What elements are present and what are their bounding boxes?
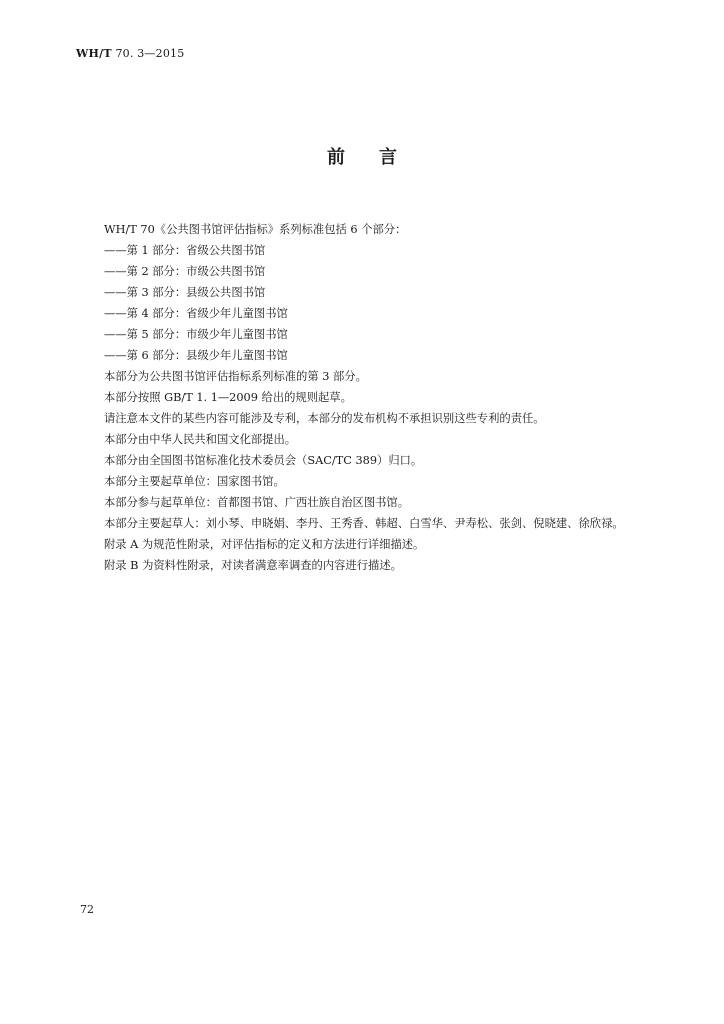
document-code-prefix: WH/T: [76, 47, 112, 60]
foreword-paragraph: 附录 B 为资料性附录，对读者满意率调查的内容进行描述。: [104, 559, 402, 572]
foreword-paragraph: 本部分由全国图书馆标准化技术委员会（SAC/TC 389）归口。: [104, 454, 423, 467]
page-number: 72: [80, 903, 94, 916]
foreword-paragraph: 本部分主要起草人：刘小琴、申晓娟、李丹、王秀香、韩超、白雪华、尹寿松、张剑、倪晓建、徐欣禄。: [104, 517, 624, 530]
part-list-item-2: ——第 2 部分：市级公共图书馆: [104, 265, 266, 278]
document-code-header: [76, 47, 184, 60]
foreword-body: [104, 219, 664, 576]
part-list-item-4: ——第 4 部分：省级少年儿童图书馆: [104, 307, 288, 320]
foreword-paragraph: 本部分主要起草单位：国家图书馆。: [104, 475, 285, 488]
document-code-number: 70. 3—2015: [111, 47, 185, 60]
page-title: 前言: [327, 147, 431, 168]
foreword-paragraph: 请注意本文件的某些内容可能涉及专利，本部分的发布机构不承担识别这些专利的责任。: [104, 412, 545, 425]
foreword-paragraph: 本部分由中华人民共和国文化部提出。: [104, 433, 297, 446]
foreword-paragraph: 本部分参与起草单位：首都图书馆、广西壮族自治区图书馆。: [104, 496, 410, 509]
foreword-paragraph: 本部分为公共图书馆评估指标系列标准的第 3 部分。: [104, 370, 367, 383]
foreword-paragraph: 附录 A 为规范性附录，对评估指标的定义和方法进行详细描述。: [104, 538, 425, 551]
part-list-item-6: ——第 6 部分：县级少年儿童图书馆: [104, 349, 288, 362]
foreword-paragraph: 本部分按照 GB/T 1. 1—2009 给出的规则起草。: [104, 391, 352, 404]
part-list-item-3: ——第 3 部分：县级公共图书馆: [104, 286, 266, 299]
part-list-item-5: ——第 5 部分：市级少年儿童图书馆: [104, 328, 288, 341]
foreword-intro: WH/T 70《公共图书馆评估指标》系列标准包括 6 个部分：: [104, 223, 407, 236]
part-list-item-1: ——第 1 部分：省级公共图书馆: [104, 244, 266, 257]
